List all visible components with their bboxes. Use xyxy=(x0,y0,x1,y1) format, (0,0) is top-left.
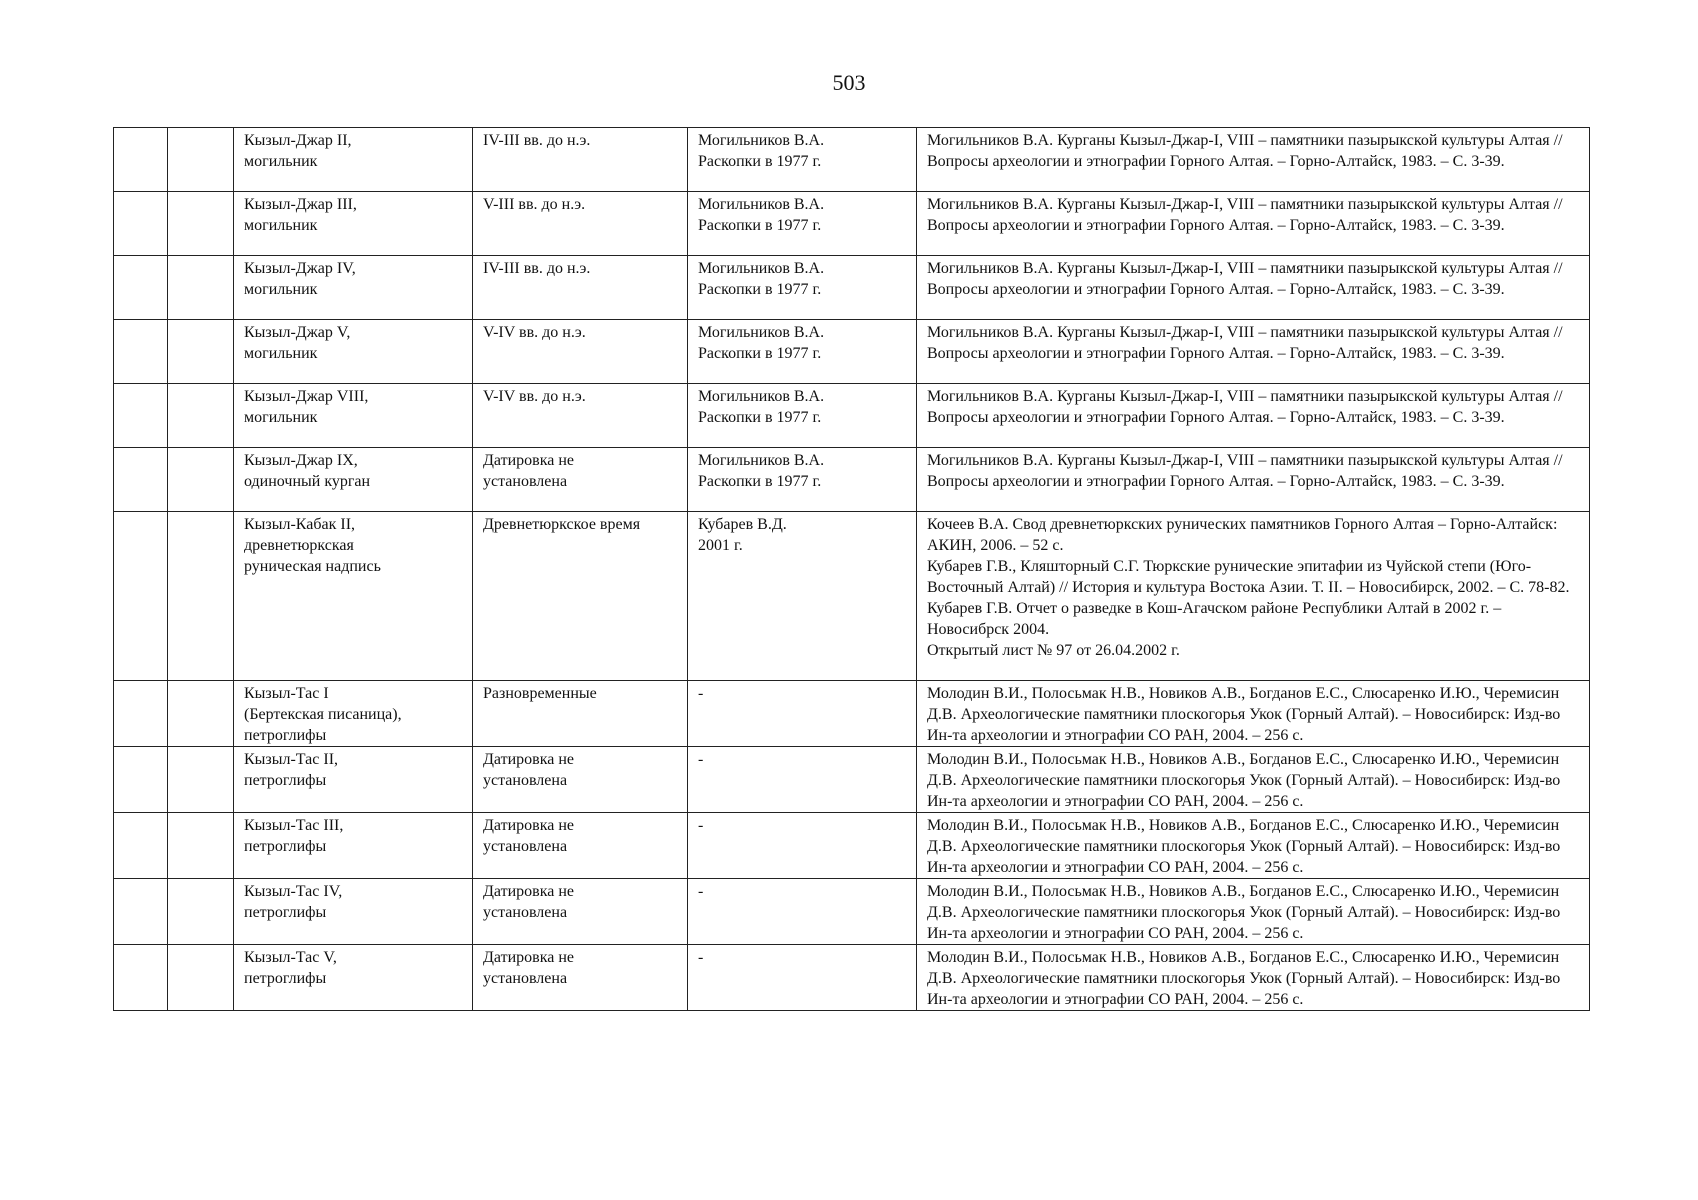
code-cell xyxy=(168,879,234,945)
code-cell xyxy=(168,448,234,512)
bibliography-cell: Могильников В.А. Курганы Кызыл-Джар-I, VIII – памятники пазырыкской культуры Алтая // Вопросы археологии и этнографии Горного Алтая. – Горно-Алтайск, 1983. – С. 3-39. xyxy=(917,320,1590,384)
bibliography-cell: Могильников В.А. Курганы Кызыл-Джар-I, VIII – памятники пазырыкской культуры Алтая // Вопросы археологии и этнографии Горного Алтая. – Горно-Алтайск, 1983. – С. 3-39. xyxy=(917,384,1590,448)
table-row xyxy=(114,256,1590,320)
researcher-cell: - xyxy=(688,747,917,813)
code-cell xyxy=(168,681,234,747)
page-number: 503 xyxy=(832,70,866,95)
researcher-cell: Могильников В.А. Раскопки в 1977 г. xyxy=(688,256,917,320)
code-cell xyxy=(168,320,234,384)
table-row xyxy=(114,384,1590,448)
researcher-cell: Могильников В.А. Раскопки в 1977 г. xyxy=(688,320,917,384)
table-row xyxy=(114,448,1590,512)
table-row xyxy=(114,320,1590,384)
dating-cell: Датировка не установлена xyxy=(473,813,688,879)
bibliography-cell: Могильников В.А. Курганы Кызыл-Джар-I, VIII – памятники пазырыкской культуры Алтая // Вопросы археологии и этнографии Горного Алтая. – Горно-Алтайск, 1983. – С. 3-39. xyxy=(917,128,1590,192)
dating-cell: Датировка не установлена xyxy=(473,879,688,945)
researcher-cell: - xyxy=(688,945,917,1011)
dating-cell: Датировка не установлена xyxy=(473,747,688,813)
researcher-cell: Могильников В.А. Раскопки в 1977 г. xyxy=(688,192,917,256)
monuments-table xyxy=(113,127,1590,1011)
site-name-cell: Кызыл-Джар VIII, могильник xyxy=(234,384,473,448)
table-row xyxy=(114,813,1590,879)
code-cell xyxy=(168,945,234,1011)
site-name-cell: Кызыл-Тас I (Бертекская писаница), петроглифы xyxy=(234,681,473,747)
site-name-cell: Кызыл-Кабак II, древнетюркская руническая надпись xyxy=(234,512,473,681)
bibliography-cell: Молодин В.И., Полосьмак Н.В., Новиков А.В., Богданов Е.С., Слюсаренко И.Ю., Черемисин Д.В. Археологические памятники плоскогорья Укок (Горный Алтай). – Новосибирск: Изд-во Ин-та археологии и этнографии СО РАН, 2004. – 256 с. xyxy=(917,747,1590,813)
code-cell xyxy=(168,256,234,320)
researcher-cell: - xyxy=(688,813,917,879)
table-row xyxy=(114,879,1590,945)
bibliography-cell: Могильников В.А. Курганы Кызыл-Джар-I, VIII – памятники пазырыкской культуры Алтая // Вопросы археологии и этнографии Горного Алтая. – Горно-Алтайск, 1983. – С. 3-39. xyxy=(917,448,1590,512)
code-cell xyxy=(168,192,234,256)
dating-cell: V-IV вв. до н.э. xyxy=(473,320,688,384)
site-name-cell: Кызыл-Тас II, петроглифы xyxy=(234,747,473,813)
site-name-cell: Кызыл-Тас V, петроглифы xyxy=(234,945,473,1011)
bibliography-cell: Молодин В.И., Полосьмак Н.В., Новиков А.В., Богданов Е.С., Слюсаренко И.Ю., Черемисин Д.В. Археологические памятники плоскогорья Укок (Горный Алтай). – Новосибирск: Изд-во Ин-та археологии и этнографии СО РАН, 2004. – 256 с. xyxy=(917,879,1590,945)
code-cell xyxy=(168,813,234,879)
code-cell xyxy=(168,747,234,813)
number-cell xyxy=(114,879,168,945)
dating-cell: Разновременные xyxy=(473,681,688,747)
researcher-cell: Могильников В.А. Раскопки в 1977 г. xyxy=(688,384,917,448)
researcher-cell: Могильников В.А. Раскопки в 1977 г. xyxy=(688,448,917,512)
table-row xyxy=(114,747,1590,813)
code-cell xyxy=(168,384,234,448)
number-cell xyxy=(114,128,168,192)
number-cell xyxy=(114,945,168,1011)
table-row xyxy=(114,128,1590,192)
researcher-cell: - xyxy=(688,879,917,945)
number-cell xyxy=(114,747,168,813)
dating-cell: IV-III вв. до н.э. xyxy=(473,128,688,192)
number-cell xyxy=(114,813,168,879)
site-name-cell: Кызыл-Джар III, могильник xyxy=(234,192,473,256)
code-cell xyxy=(168,128,234,192)
site-name-cell: Кызыл-Тас IV, петроглифы xyxy=(234,879,473,945)
number-cell xyxy=(114,192,168,256)
site-name-cell: Кызыл-Джар IV, могильник xyxy=(234,256,473,320)
dating-cell: V-IV вв. до н.э. xyxy=(473,384,688,448)
site-name-cell: Кызыл-Джар IX, одиночный курган xyxy=(234,448,473,512)
table-row xyxy=(114,512,1590,681)
bibliography-cell: Могильников В.А. Курганы Кызыл-Джар-I, VIII – памятники пазырыкской культуры Алтая // Вопросы археологии и этнографии Горного Алтая. – Горно-Алтайск, 1983. – С. 3-39. xyxy=(917,192,1590,256)
dating-cell: Датировка не установлена xyxy=(473,448,688,512)
number-cell xyxy=(114,320,168,384)
table-row xyxy=(114,681,1590,747)
number-cell xyxy=(114,384,168,448)
bibliography-cell: Молодин В.И., Полосьмак Н.В., Новиков А.В., Богданов Е.С., Слюсаренко И.Ю., Черемисин Д.В. Археологические памятники плоскогорья Укок (Горный Алтай). – Новосибирск: Изд-во Ин-та археологии и этнографии СО РАН, 2004. – 256 с. xyxy=(917,945,1590,1011)
number-cell xyxy=(114,512,168,681)
dating-cell: Датировка не установлена xyxy=(473,945,688,1011)
dating-cell: Древнетюркское время xyxy=(473,512,688,681)
number-cell xyxy=(114,256,168,320)
table-row xyxy=(114,945,1590,1011)
dating-cell: V-III вв. до н.э. xyxy=(473,192,688,256)
code-cell xyxy=(168,512,234,681)
site-name-cell: Кызыл-Джар II, могильник xyxy=(234,128,473,192)
site-name-cell: Кызыл-Джар V, могильник xyxy=(234,320,473,384)
bibliography-cell: Кочеев В.А. Свод древнетюркских рунических памятников Горного Алтая – Горно-Алтайск: АКИН, 2006. – 52 с. Кубарев Г.В., Кляшторный С.Г. Тюркские рунические эпитафии из Чуйской степи (Юго-Восточный Алтай) // История и культура Востока Азии. Т. II. – Новосибирск, 2002. – С. 78-82. Кубарев Г.В. Отчет о разведке в Кош-Агачском районе Республики Алтай в 2002 г. – Новосибрск 2004. Открытый лист № 97 от 26.04.2002 г. xyxy=(917,512,1590,681)
table-row xyxy=(114,192,1590,256)
researcher-cell: Могильников В.А. Раскопки в 1977 г. xyxy=(688,128,917,192)
dating-cell: IV-III вв. до н.э. xyxy=(473,256,688,320)
number-cell xyxy=(114,448,168,512)
researcher-cell: - xyxy=(688,681,917,747)
number-cell xyxy=(114,681,168,747)
site-name-cell: Кызыл-Тас III, петроглифы xyxy=(234,813,473,879)
bibliography-cell: Могильников В.А. Курганы Кызыл-Джар-I, VIII – памятники пазырыкской культуры Алтая // Вопросы археологии и этнографии Горного Алтая. – Горно-Алтайск, 1983. – С. 3-39. xyxy=(917,256,1590,320)
bibliography-cell: Молодин В.И., Полосьмак Н.В., Новиков А.В., Богданов Е.С., Слюсаренко И.Ю., Черемисин Д.В. Археологические памятники плоскогорья Укок (Горный Алтай). – Новосибирск: Изд-во Ин-та археологии и этнографии СО РАН, 2004. – 256 с. xyxy=(917,813,1590,879)
bibliography-cell: Молодин В.И., Полосьмак Н.В., Новиков А.В., Богданов Е.С., Слюсаренко И.Ю., Черемисин Д.В. Археологические памятники плоскогорья Укок (Горный Алтай). – Новосибирск: Изд-во Ин-та археологии и этнографии СО РАН, 2004. – 256 с. xyxy=(917,681,1590,747)
researcher-cell: Кубарев В.Д. 2001 г. xyxy=(688,512,917,681)
